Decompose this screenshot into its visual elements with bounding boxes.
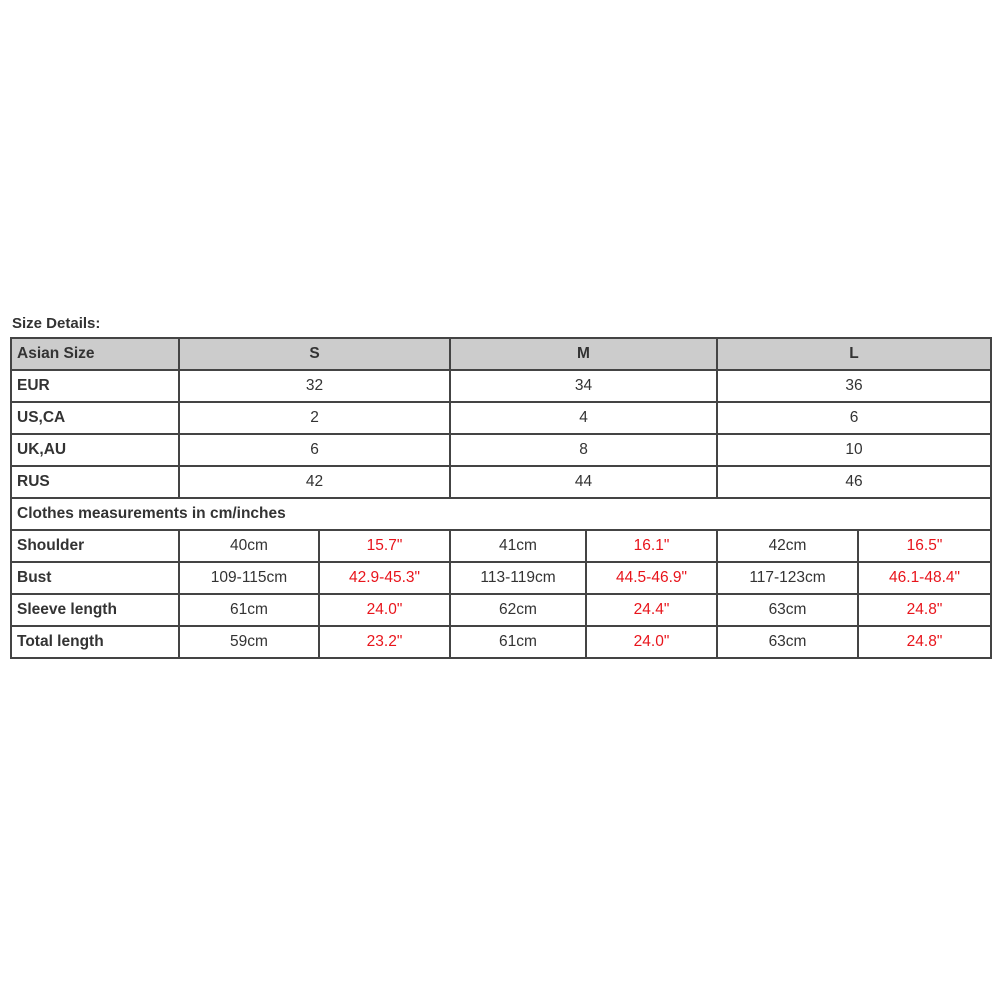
row-label: UK,AU	[11, 434, 179, 466]
cm-value: 109-115cm	[179, 562, 319, 594]
conversion-value: 6	[717, 402, 991, 434]
conversion-value: 4	[450, 402, 717, 434]
row-label: EUR	[11, 370, 179, 402]
measurement-row	[11, 626, 991, 658]
cm-value: 117-123cm	[717, 562, 858, 594]
conversion-value: 2	[179, 402, 450, 434]
row-label: Total length	[11, 626, 179, 658]
inch-value: 44.5-46.9"	[586, 562, 717, 594]
conversion-value: 42	[179, 466, 450, 498]
inch-value: 24.4"	[586, 594, 717, 626]
cm-value: 113-119cm	[450, 562, 586, 594]
size-header-m: M	[450, 338, 717, 370]
conversion-row	[11, 466, 991, 498]
row-label: RUS	[11, 466, 179, 498]
cm-value: 61cm	[450, 626, 586, 658]
table-header-row	[11, 338, 991, 370]
cm-value: 63cm	[717, 594, 858, 626]
size-chart-table	[10, 337, 992, 659]
cm-value: 61cm	[179, 594, 319, 626]
conversion-row	[11, 402, 991, 434]
cm-value: 59cm	[179, 626, 319, 658]
section-title: Clothes measurements in cm/inches	[11, 498, 991, 530]
measurement-row	[11, 594, 991, 626]
inch-value: 24.8"	[858, 626, 991, 658]
inch-value: 23.2"	[319, 626, 450, 658]
conversion-row	[11, 370, 991, 402]
section-row	[11, 498, 991, 530]
inch-value: 15.7"	[319, 530, 450, 562]
size-header-l: L	[717, 338, 991, 370]
size-header-s: S	[179, 338, 450, 370]
conversion-value: 44	[450, 466, 717, 498]
inch-value: 24.0"	[586, 626, 717, 658]
header-label: Asian Size	[11, 338, 179, 370]
measurement-row	[11, 530, 991, 562]
inch-value: 46.1-48.4"	[858, 562, 991, 594]
conversion-value: 46	[717, 466, 991, 498]
conversion-value: 8	[450, 434, 717, 466]
cm-value: 62cm	[450, 594, 586, 626]
conversion-value: 6	[179, 434, 450, 466]
row-label: Shoulder	[11, 530, 179, 562]
measurement-row	[11, 562, 991, 594]
cm-value: 63cm	[717, 626, 858, 658]
inch-value: 16.5"	[858, 530, 991, 562]
conversion-value: 36	[717, 370, 991, 402]
row-label: Bust	[11, 562, 179, 594]
inch-value: 16.1"	[586, 530, 717, 562]
conversion-value: 32	[179, 370, 450, 402]
cm-value: 42cm	[717, 530, 858, 562]
cm-value: 41cm	[450, 530, 586, 562]
row-label: Sleeve length	[11, 594, 179, 626]
cm-value: 40cm	[179, 530, 319, 562]
inch-value: 24.8"	[858, 594, 991, 626]
conversion-value: 34	[450, 370, 717, 402]
conversion-value: 10	[717, 434, 991, 466]
row-label: US,CA	[11, 402, 179, 434]
conversion-row	[11, 434, 991, 466]
inch-value: 24.0"	[319, 594, 450, 626]
size-details-title: Size Details:	[12, 315, 101, 332]
inch-value: 42.9-45.3"	[319, 562, 450, 594]
